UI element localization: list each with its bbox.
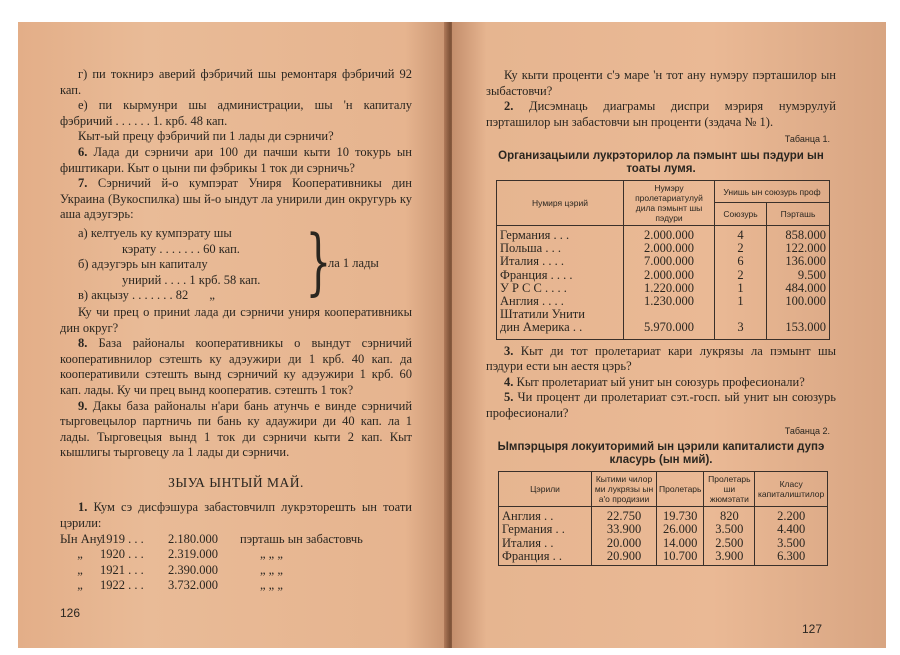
table-row: дин Америка . . 5.970.000 3 153.000 [497,321,830,339]
problem-8 [60,336,412,398]
question-4 [486,375,836,391]
table2-header-capitalist: Класу капиталиштилор [755,472,828,507]
paragraph-question: Кыт-ый прецу фэбричий пи 1 лады ди сэрничи? [78,129,334,144]
brace-note: ла 1 лады [328,255,379,270]
table1-title: Организацыили лукрэторилор ла пэмынт шы пэдури ын тоаты лумя. [498,149,824,175]
problem-number: 7. [78,176,88,191]
table2-header-total: Кытими чилор ми лукрязы ын а'о продизии [592,472,657,507]
list-item: Ын Ану 1919 . . . 2.180.000 пэрташь ын забастовчь [60,531,363,546]
left-page-text [60,67,412,594]
problem-text: Сэрничий й-о кумпэрат Униря Кооперативникы дин Украина (Вукоспилка) шы й-о ындут ла унирили дин округурь ку аша адэугэрь: [60,176,412,222]
page-number-right: 127 [802,622,823,636]
table1 [496,180,830,340]
problem-text: Кыт ди тот пролетариат кари лукрязы ла пэмынт шы пэдури ести ын аестя цэрь? [486,343,836,374]
table1-header-unions: Союзурь [715,203,767,226]
table2 [498,471,828,566]
problem-text: Чи процент ди пролетариат сэт.-госп. ый унит ын союзурь професионали? [486,390,837,420]
paragraph-e: е) пи кырмунри шы администрации, шы 'н капиталу фэбричий . . . . . . 1. крб. 48 кап. [60,98,412,128]
right-page [452,22,886,648]
problem-number: 4. [504,374,514,389]
table1-caption: Табанца 1. [784,134,830,145]
list-item-cont: унирий . . . . 1 крб. 58 кап. [122,272,261,287]
list-item: б) адэугэрь ын капиталу [78,257,208,272]
question-3 [486,344,836,375]
table-row: Франция . . 20.900 10.700 3.900 6.300 [499,550,828,566]
section-title: ЗЫУА ЫНТЫЙ МАЙ. [168,474,304,490]
open-book [18,22,886,648]
table-row: Германия . . . 2.000.000 4 858.000 [497,225,830,242]
page-number-left: 126 [60,606,81,620]
table-row: Франция . . . . 2.000.000 2 9.500 [497,269,830,282]
table-row: Италия . . . . 7.000.000 6 136.000 [497,255,830,268]
problem-6 [60,145,412,176]
paragraph-g: г) пи токнирэ аверий фэбричий шы ремонтаря фэбричий 92 кап. [60,67,412,97]
table1-header-members: Пэрташь [767,203,830,226]
question-5 [486,390,836,421]
question-2 [486,99,836,130]
problem-text: Лада ди сэрничи ари 100 ди пачши кыти 10 токурь ын фиштикари. Кыт о цыни пи фэбрикы 1 ток ди сэрничь? [60,144,413,175]
table2-header-country: Цэрили [499,472,592,507]
problem-text: Дисэмнаць диаграмы диспри мэриря нумэрулуй пэрташилор ын забастовчи ын проценти (зэдача № 1). [486,99,836,129]
table1-header-country: Нумиря цэрий [497,180,624,225]
table-row: Англия . . . . 1.230.000 1 100.000 [497,295,830,308]
table-row: Польша . . . 2.000.000 2 122.000 [497,242,830,255]
problem-7 [60,176,412,223]
table2-header-semi: Пролетарь ши жюмэтати [704,472,755,507]
list-item: а) келтуель ку кумпэрату шы [78,225,232,240]
table-row: Штатили Унити [497,308,830,321]
brace-symbol: } [305,218,332,304]
may-problem-1 [60,500,412,531]
right-page-text [486,68,836,566]
list-item: в) акцызу . . . . . . . 82 „ [78,288,215,303]
table-row: Англия . . 22.750 19.730 820 2.200 [499,507,828,524]
table2-caption: Табанца 2. [784,425,830,436]
paragraph-after-list: Ку чи прец о приниt лада ди сэрничи униря кооперативникы дин округ? [60,304,412,335]
table2-header-proletarians: Пролетарь [657,472,704,507]
table-row: Германия . . 33.900 26.000 3.500 4.400 [499,523,828,536]
table2-title: Ымпэрцыря локуиторимий ын цэрили капиталисти дупэ класурь (ын мий). [497,441,825,467]
table-row: Италия . . 20.000 14.000 2.500 3.500 [499,537,828,550]
list-item: „ 1920 . . . 2.319.000 „ „ „ [77,547,283,562]
strike-years-list [60,532,412,594]
problem-number: 3. [504,343,514,358]
table1-header-union-group: Унишь ын союзурь проф [715,180,830,203]
table1-header-count: Нумэру пролетариатулуй дила пэмынт шы пэдури [624,180,715,225]
problem-9 [60,399,412,461]
list-item: „ 1921 . . . 2.390.000 „ „ „ [77,562,283,577]
problem-text: Кум сэ дисфэшура забастовчилп лукрэторешть ын тоати цэрили: [60,500,412,531]
problem-number: 5. [504,390,514,405]
problem-number: 6. [78,144,88,159]
problem-number: 9. [78,398,88,413]
problem-number: 8. [78,336,88,351]
problem-number: 1. [78,500,88,515]
problem-text: База районалы кооперативникы о вындут сэрничий кооперативнилор сэтешть ку адэужири ди 1 крб. 40 кап. да кооперативили сэтешть вынд сэрничий ку адэужири 1 крб. 60 кап. лады. Ку чи прец вынд кооператив. сэтешть 1 ток? [60,336,412,397]
question-intro: Ку кыти проценти с'э маре 'н тот ану нумэру пэрташилор ын зыбастовчи? [486,68,836,98]
problem-text: Дакы база районалы н'ари бань атунчь е винде сэрничий тырговецылор партничь пи бань ку адаужири ди 40 кап. ла 1 лады. Тырговецыя вынд 1 ток ди сэрничи кыти 2 кап. Кыт кышлигы тырговецу ла 1 лады ди сэрничи. [60,398,413,460]
expense-list [78,218,412,304]
problem-text: Кыт пролетариат ый унит ын союзурь професионали? [516,374,805,389]
list-item: „ 1922 . . . 3.732.000 „ „ „ [77,578,283,593]
left-page [18,22,448,648]
list-item-cont: кэрату . . . . . . . 60 кап. [122,241,240,256]
table-row: У Р С С . . . . 1.220.000 1 484.000 [497,282,830,295]
problem-number: 2. [504,99,514,114]
